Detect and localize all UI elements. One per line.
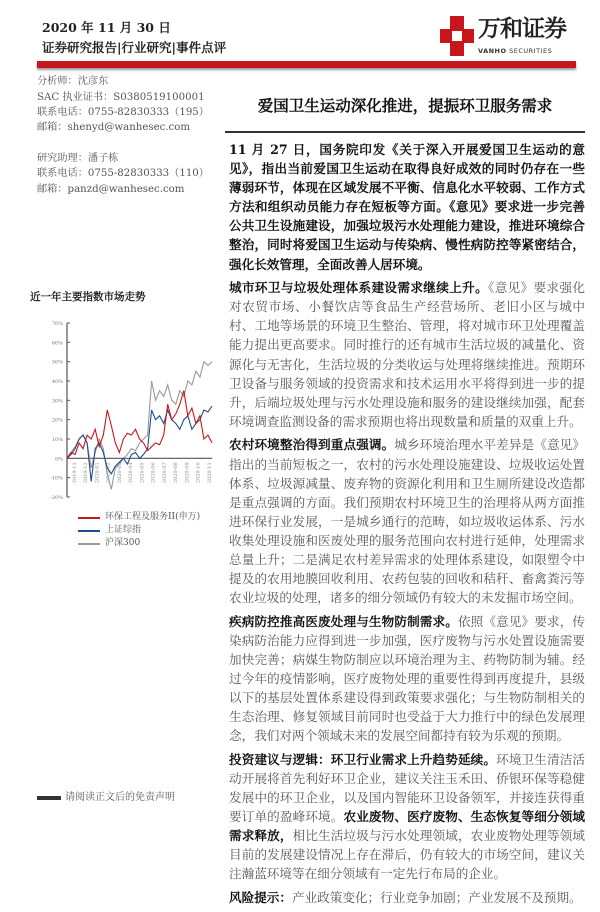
y-tick-label: 60% [51,340,63,347]
x-tick-label: 2020-07 [162,462,168,484]
y-tick-label: 70% [51,321,63,327]
analyst-name: 分析师：沈彦东 [37,76,109,87]
logo-text-cn: 万和证券 [478,16,566,42]
company-logo [440,16,575,58]
y-tick-label: -20% [50,495,63,501]
footer [37,792,175,804]
paragraph-risk: 风险提示：产业政策变化；行业竞争加剧；产业发展不及预期。 [229,890,582,906]
analyst-email: 邮箱：shenyd@wanhesec.com [37,122,191,133]
legend-swatch [78,517,100,519]
index-trend-chart [40,315,220,507]
y-tick-label: 50% [51,359,63,366]
header-red-bar [37,61,576,68]
y-tick-label: 30% [51,398,63,405]
analyst-sac: SAC 执业证书：S0380519100001 [37,92,205,103]
legend-swatch [78,530,100,532]
logo-cross-icon [440,16,474,56]
analyst-phone: 联系电话：0755-82830333（195） [37,107,209,118]
assistant-name: 研究助理：潘子栋 [37,153,119,164]
report-body [229,140,585,912]
x-tick-label: 2020-06 [150,462,157,484]
footer-mark [37,796,61,800]
assistant-email: 邮箱：panzd@wanhesec.com [37,184,185,195]
x-tick-label: 2020-02 [105,462,112,484]
report-date: 2020 年 11 月 30 日 [42,20,171,35]
x-tick-label: 2020-08 [173,462,180,484]
logo-text-en: VANHO SECURITIES [478,47,553,55]
x-tick-label: 2020-03 [117,462,123,484]
chart-legend [78,511,200,550]
y-tick-label: 20% [51,417,63,424]
summary-paragraph: 11 月 27 日，国务院印发《关于深入开展爱国卫生运动的意见》，指出当前爱国卫生运动在取得良好成效的同时仍存在一些薄弱环节，体现在区域发展不平衡、信息化水平较弱、工作方式方法和组织动员能力存在短板等方面。《意见》要求进一步完善公共卫生设施建设，加强垃圾污水处理能力建设，推进环境综合整治，同时将爱国卫生运动与传染病、慢性病防控等紧密结合，强化长效管理，全面改善人居环境。 [229,142,585,272]
x-tick-label: 2019-11 [72,462,78,484]
chart-title: 近一年主要指数市场走势 [30,291,146,303]
report-category: 证券研究报告|行业研究|事件点评 [42,40,227,55]
x-tick-label: 2020-11 [207,462,213,484]
paragraph-investment: 投资建议与逻辑：环卫行业需求上升趋势延续。环境卫生清洁活动开展将首先利好环卫企业，建议关注玉禾田、侨银环保等稳健发展中的环卫企业，以及国内智能环卫设备领军，并接连获得重要订单的盈峰环境。农业废物、医疗废物、生态恢复等细分领域需求释放，相比生活垃圾与污水处理领域，农业废物处理等领域目前的发展建设情况上存在滞后，仍有较大的市场空间，建议关注瀚蓝环境等在细分领域有一定先行布局的企业。 [229,751,585,882]
paragraph-disease: 疾病防控推高医废处理与生物防制需求。依照《意见》要求，传染病防治能力应得到进一步加强，医疗废物与污水处置设施需要加快完善；病媒生物防制应以环境治理为主、药物防制为辅。经过今年的疫情影响，医疗废物处理的重要性得到再度提升，县级以下的基层处置体系建设得到政策要求强化；与生物防制相关的生态治理、修复领域目前同时也受益于大力推行中的绿色发展理念，我们对两个领域未来的发展空间都持有较为乐观的预期。 [229,613,585,744]
paragraph-rural: 农村环境整治得到重点强调。城乡环境治理水平差异是《意见》指出的当前短板之一，农村的污水处理设施建设、垃圾收运处置体系、垃圾源减量、废弃物的资源化利用和卫生厕所建设改造都是重点强调的方面。我们预期农村环境卫生的治理将从两方面推进环保行业发展，一是城乡通行的范畴，如垃圾收运体系、污水收集处理设施和医废处理的服务范围向农村进行延伸，处理需求总量上升；二是满足农村差异需求的处理体系建设，如限塑令中提及的农用地膜回收利用、农药包装的回收和秸秆、畜禽粪污等农业垃圾的处理，诸多的细分领域仍有较大的未发掘市场空间。 [229,437,585,606]
x-tick-label: 2020-10 [195,462,202,484]
y-tick-label: -10% [50,475,63,482]
x-tick-label: 2020-04 [128,462,135,484]
legend-item: 沪深300 [78,537,200,550]
legend-swatch [78,543,100,545]
x-tick-label: 2019-12 [83,462,90,484]
report-title: 爱国卫生运动深化推进，提振环卫服务需求 [257,96,553,115]
disclaimer-text: 请阅读正文后的免责声明 [65,792,175,803]
title-divider [225,131,585,133]
assistant-phone: 联系电话：0755-82830333（110） [37,168,209,179]
x-tick-label: 2020-01 [94,462,101,484]
y-tick-label: 0% [55,456,63,463]
y-tick-label: 10% [51,437,63,443]
x-tick-label: 2020-09 [184,462,191,484]
y-tick-label: 40% [51,379,63,385]
paragraph-urban: 城市环卫与垃圾处理体系建设需求继续上升。《意见》要求强化对农贸市场、小餐饮店等食品生产经营场所、老旧小区与城中村、工地等场景的环境卫生整治、管理，将对城市环卫处理覆盖能力提出更高要求。同时推行的还有城市生活垃圾的减量化、资源化与无害化，生活垃圾的分类收运与处理将继续推进。预期环卫设备与服务领域的投资需求和技术运用水平将得到进一步的提升，后端垃圾处理与污水处理设施和服务的建设继续加强，配套环境调查监测设备的需求预期也将出现数量和质量的双重上升。 [229,280,586,429]
x-tick-label: 2020-05 [139,462,146,484]
legend-item: 环保工程及服务II(申万) [78,511,200,524]
legend-item: 上证综指 [78,524,200,537]
